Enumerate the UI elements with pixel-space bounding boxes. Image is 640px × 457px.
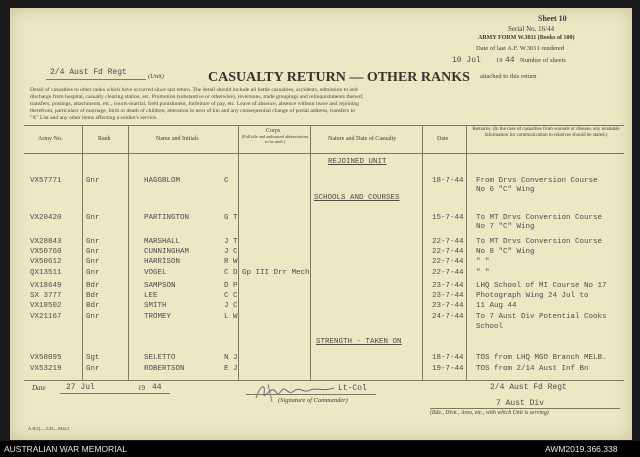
signature-label: (Signature of Commander) (278, 397, 348, 404)
caption-bar (0, 441, 640, 457)
form-sheet (10, 8, 632, 440)
row-name: TROMEY (144, 313, 172, 321)
row-date: 18-7-44 (432, 354, 464, 362)
row-date: 23-7-44 (432, 292, 464, 300)
form-title: CASUALTY RETURN — OTHER RANKS (208, 70, 470, 85)
row-no: VX53219 (30, 365, 62, 373)
column-header-name: Name and Initials (156, 136, 199, 142)
date-label: Date (32, 384, 46, 392)
row-remarks: From Drvs Conversion Course (476, 177, 598, 185)
unit-label: (Unit) (148, 73, 164, 80)
row-rank: Gnr (86, 365, 100, 373)
number-of-sheets-label: Number of sheets (520, 57, 566, 64)
date-year: 44 (152, 383, 162, 392)
row-init: N J (224, 354, 238, 362)
table-row (24, 365, 624, 375)
row-rank: Gnr (86, 238, 100, 246)
row-date: 22-7-44 (432, 269, 464, 277)
row-remarks: No 6 "C" Wing (476, 186, 535, 194)
table-top-rule (24, 125, 624, 126)
row-date: 23-7-44 (432, 282, 464, 290)
row-no: VX58095 (30, 354, 62, 362)
table-row (24, 269, 624, 279)
table-row (24, 323, 624, 333)
date-last-year: 44 (505, 56, 515, 65)
table-row (24, 238, 624, 248)
table-row (24, 223, 624, 233)
row-name: SELETTO (144, 354, 176, 362)
row-no: VX21167 (30, 313, 62, 321)
row-remarks: " " (476, 258, 490, 266)
date-year-prefix: 19 (138, 384, 145, 392)
row-no: SX 3777 (30, 292, 62, 300)
row-name: MARSHALL (144, 238, 181, 246)
serving-division: 7 Aust Div (496, 399, 545, 408)
attached-label: attached to this return (480, 73, 537, 80)
row-init: J T (224, 238, 238, 246)
intro-line: Detail of casualties to other ranks which have occurred since last return. The detail should include all battle casualties, accidents, admission to and (30, 87, 358, 93)
row-name: SMITH (144, 302, 167, 310)
intro-line: "X" List and any other items affecting a soldier's service. (30, 114, 158, 121)
serial-number: Serial No. 16/44 (508, 25, 555, 33)
intro-line: discharge from hospital, casualty clearing station, etc. Promotion (substantive or otherwise), reversions, trade groupings and relinquishments thereof, (30, 93, 364, 100)
unit-value: 2/4 Aust Fd Regt (50, 68, 127, 77)
row-name: ROBERTSON (144, 365, 185, 373)
row-corps: Gp III Drr Mech (242, 269, 310, 277)
row-remarks: No 8 "C" Wing (476, 248, 535, 256)
row-init: C C (224, 292, 238, 300)
row-init: E J (224, 365, 238, 373)
column-header-remarks: Remarks. (In the case of casualties from wounds or disease, any available information for communication to relatives should be stated.) (472, 127, 620, 138)
row-remarks: To MT Drvs Conversion Course (476, 238, 603, 246)
row-no: VX20420 (30, 214, 62, 222)
army-form-label: ARMY FORM W.3011 (Books of 100) (478, 35, 575, 41)
row-init: J C (224, 302, 238, 310)
row-date: 22-7-44 (432, 248, 464, 256)
row-init: C D (224, 269, 238, 277)
column-header-nature: Nature and Date of Casualty (328, 136, 397, 142)
serving-unit: 2/4 Aust Fd Regt (490, 383, 567, 392)
row-date: 22-7-44 (432, 258, 464, 266)
table-row (24, 302, 624, 312)
row-remarks: " " (476, 269, 490, 277)
unit-underline (46, 79, 146, 80)
row-name: HARRISON (144, 258, 181, 266)
row-no: VX18502 (30, 302, 62, 310)
row-init: D P (224, 282, 238, 290)
row-init: C (224, 177, 229, 185)
row-rank: Bdr (86, 292, 100, 300)
row-remarks: LHQ School of MI Course No 17 (476, 282, 607, 290)
column-header-corps: Corps (266, 128, 281, 134)
sheet-number: Sheet 10 (538, 14, 567, 23)
row-no: VX57771 (30, 177, 62, 185)
table-row (24, 248, 624, 258)
row-rank: Gnr (86, 313, 100, 321)
intro-paragraph (30, 87, 364, 122)
row-rank: Sgt (86, 354, 100, 362)
row-no: VX28843 (30, 238, 62, 246)
section-heading-rejoined: REJOINED UNIT (328, 158, 387, 166)
row-init: G T (224, 214, 238, 222)
date-day: 27 Jul (66, 383, 95, 392)
row-remarks: To 7 Aust Div Potential Cooks (476, 313, 607, 321)
row-rank: Bdr (86, 302, 100, 310)
section-heading-strength: STRENGTH - TAKEN ON (316, 338, 402, 346)
row-no: VX50760 (30, 248, 62, 256)
table-row (24, 313, 624, 323)
row-remarks: TOS from 2/14 Aust Inf Bn (476, 365, 589, 373)
row-rank: Gnr (86, 177, 100, 185)
date-last-year-prefix: 19 (496, 57, 503, 64)
row-name: CUNNINGHAM (144, 248, 190, 256)
date-last-label: Date of last A.F. W.3011 rendered (476, 45, 565, 52)
row-date: 22-7-44 (432, 238, 464, 246)
row-remarks: School (476, 323, 504, 331)
row-init: J C (224, 248, 238, 256)
column-header-corps-note: (Full title and authorised abbreviations to be used.) (241, 134, 309, 144)
row-name: LEE (144, 292, 158, 300)
row-name: HAGGBLOM (144, 177, 181, 185)
row-rank: Gnr (86, 258, 100, 266)
row-rank: Bdr (86, 282, 100, 290)
column-header-date: Date (437, 136, 449, 142)
signature-rank: Lt-Col (338, 384, 367, 393)
section-heading-schools: SCHOOLS AND COURSES (314, 194, 400, 202)
row-rank: Gnr (86, 248, 100, 256)
row-rank: Gnr (86, 214, 100, 222)
row-remarks: No 7 "C" Wing (476, 223, 535, 231)
row-name: VOGEL (144, 269, 167, 277)
row-date: 18-7-44 (432, 177, 464, 185)
table-row (24, 186, 624, 196)
row-date: 19-7-44 (432, 365, 464, 373)
row-remarks: Photograph Wing 24 Jul to (476, 292, 589, 300)
intro-line: therefrom, particulars of marriage, birth or death of children, alteration in next of kin and any consequential change of postal address, transfers to (30, 107, 355, 114)
row-init: R W (224, 258, 238, 266)
row-no: QX13511 (30, 269, 62, 277)
row-remarks: 11 Aug 44 (476, 302, 517, 310)
row-remarks: TOS from LHQ MGO Branch MELB. (476, 354, 607, 362)
caption-left: AUSTRALIAN WAR MEMORIAL (4, 444, 127, 454)
serving-underline (430, 408, 620, 409)
table-row (24, 258, 624, 268)
intro-line: transfers, postings, attachments, etc., courts-martial, field punishment, forfeiture of pay, etc. Leave of absence, absence without leave and rejoining (30, 100, 359, 107)
row-name: PARTINGTON (144, 214, 190, 222)
column-header-rank: Rank (98, 136, 111, 142)
row-remarks: To MT Drvs Conversion Course (476, 214, 603, 222)
row-date: 24-7-44 (432, 313, 464, 321)
row-rank: Gnr (86, 269, 100, 277)
row-date: 23-7-44 (432, 302, 464, 310)
signature-underline (246, 394, 376, 395)
column-header-army-no: Army No. (38, 136, 63, 142)
table-header-rule (24, 153, 624, 154)
row-name: SAMPSON (144, 282, 176, 290)
serving-label: (Bde., Divn., Area, etc., with which Unit is serving) (430, 410, 549, 416)
date-underline (60, 393, 170, 394)
caption-right: AWM2019.366.338 (545, 444, 618, 454)
row-date: 15-7-44 (432, 214, 464, 222)
table-row (24, 354, 624, 364)
print-code: A.H.Q.—3.43—94612 (28, 426, 70, 431)
table-row (24, 282, 624, 292)
row-no: VX18649 (30, 282, 62, 290)
row-init: L W (224, 313, 238, 321)
table-row (24, 292, 624, 302)
date-last-day: 10 Jul (452, 56, 481, 65)
row-no: VX50612 (30, 258, 62, 266)
